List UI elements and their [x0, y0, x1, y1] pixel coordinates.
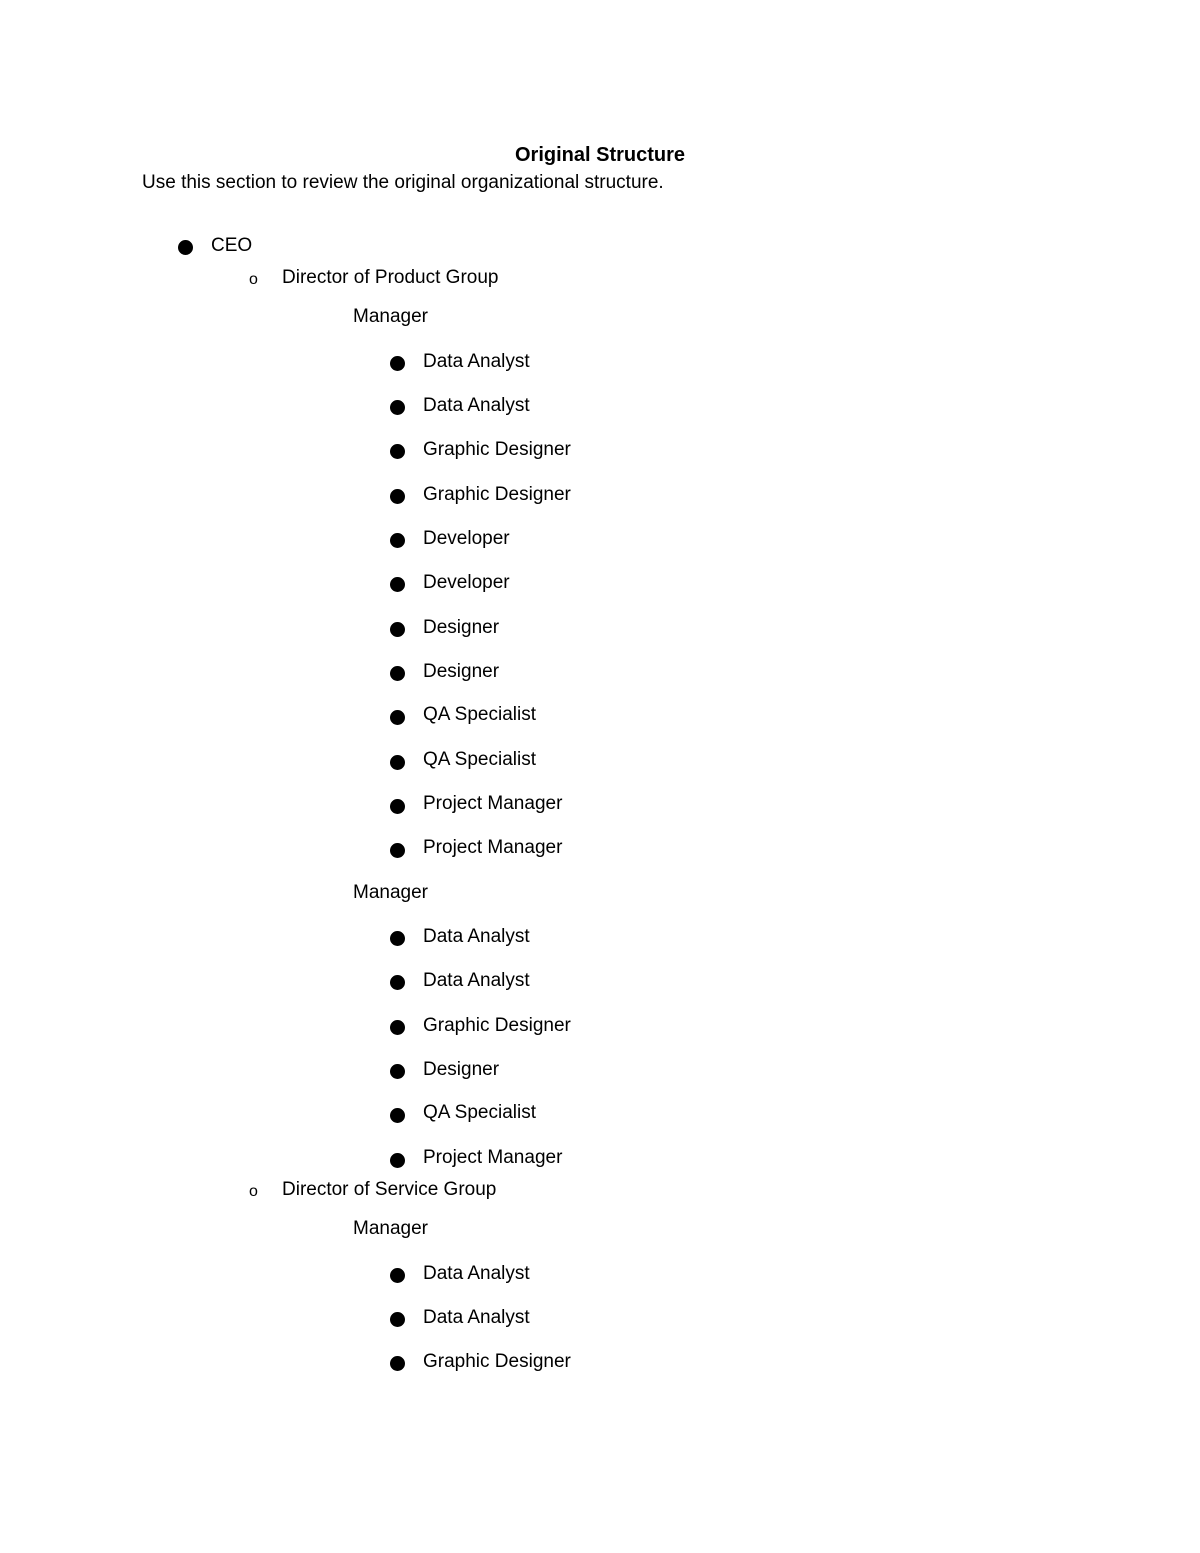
bullet-icon — [390, 1356, 405, 1371]
staff-item: Project Manager — [423, 837, 563, 858]
staff-item: QA Specialist — [423, 1102, 536, 1123]
bullet-icon — [390, 533, 405, 548]
staff-item: Data Analyst — [423, 926, 530, 947]
bullet-icon — [390, 799, 405, 814]
staff-item: Designer — [423, 617, 500, 638]
bullet-icon — [390, 843, 405, 858]
circle-bullet-icon: o — [249, 1183, 258, 1200]
bullet-icon — [390, 1064, 405, 1079]
bullet-icon — [390, 1312, 405, 1327]
circle-bullet-icon: o — [249, 271, 258, 288]
bullet-icon — [390, 622, 405, 637]
staff-item: Graphic Designer — [423, 1015, 571, 1036]
staff-item: Developer — [423, 572, 510, 593]
staff-item: Project Manager — [423, 1147, 563, 1168]
bullet-icon — [178, 240, 193, 255]
page-title: Original Structure — [514, 144, 686, 166]
manager-item: Manager — [353, 882, 428, 903]
staff-item: Designer — [423, 1059, 500, 1080]
bullet-icon — [390, 444, 405, 459]
bullet-icon — [390, 755, 405, 770]
director-item: Director of Service Group — [282, 1179, 497, 1200]
staff-item: Data Analyst — [423, 970, 530, 991]
staff-item: Developer — [423, 528, 510, 549]
staff-item: Graphic Designer — [423, 484, 571, 505]
staff-item: Data Analyst — [423, 1307, 530, 1328]
bullet-icon — [390, 577, 405, 592]
bullet-icon — [390, 1153, 405, 1168]
staff-item: Graphic Designer — [423, 1351, 571, 1372]
staff-item: Graphic Designer — [423, 439, 571, 460]
staff-item: QA Specialist — [423, 704, 536, 725]
bullet-icon — [390, 489, 405, 504]
ceo-item: CEO — [211, 235, 253, 256]
bullet-icon — [390, 356, 405, 371]
staff-item: Designer — [423, 661, 500, 682]
staff-item: Data Analyst — [423, 395, 530, 416]
bullet-icon — [390, 666, 405, 681]
staff-item: QA Specialist — [423, 749, 536, 770]
bullet-icon — [390, 975, 405, 990]
staff-item: Data Analyst — [423, 1263, 530, 1284]
staff-item: Project Manager — [423, 793, 563, 814]
manager-item: Manager — [353, 306, 428, 327]
bullet-icon — [390, 1108, 405, 1123]
director-item: Director of Product Group — [282, 267, 499, 288]
bullet-icon — [390, 400, 405, 415]
staff-item: Data Analyst — [423, 351, 530, 372]
page-subtitle: Use this section to review the original organizational structure. — [142, 172, 664, 193]
bullet-icon — [390, 1268, 405, 1283]
bullet-icon — [390, 931, 405, 946]
bullet-icon — [390, 710, 405, 725]
bullet-icon — [390, 1020, 405, 1035]
manager-item: Manager — [353, 1218, 428, 1239]
